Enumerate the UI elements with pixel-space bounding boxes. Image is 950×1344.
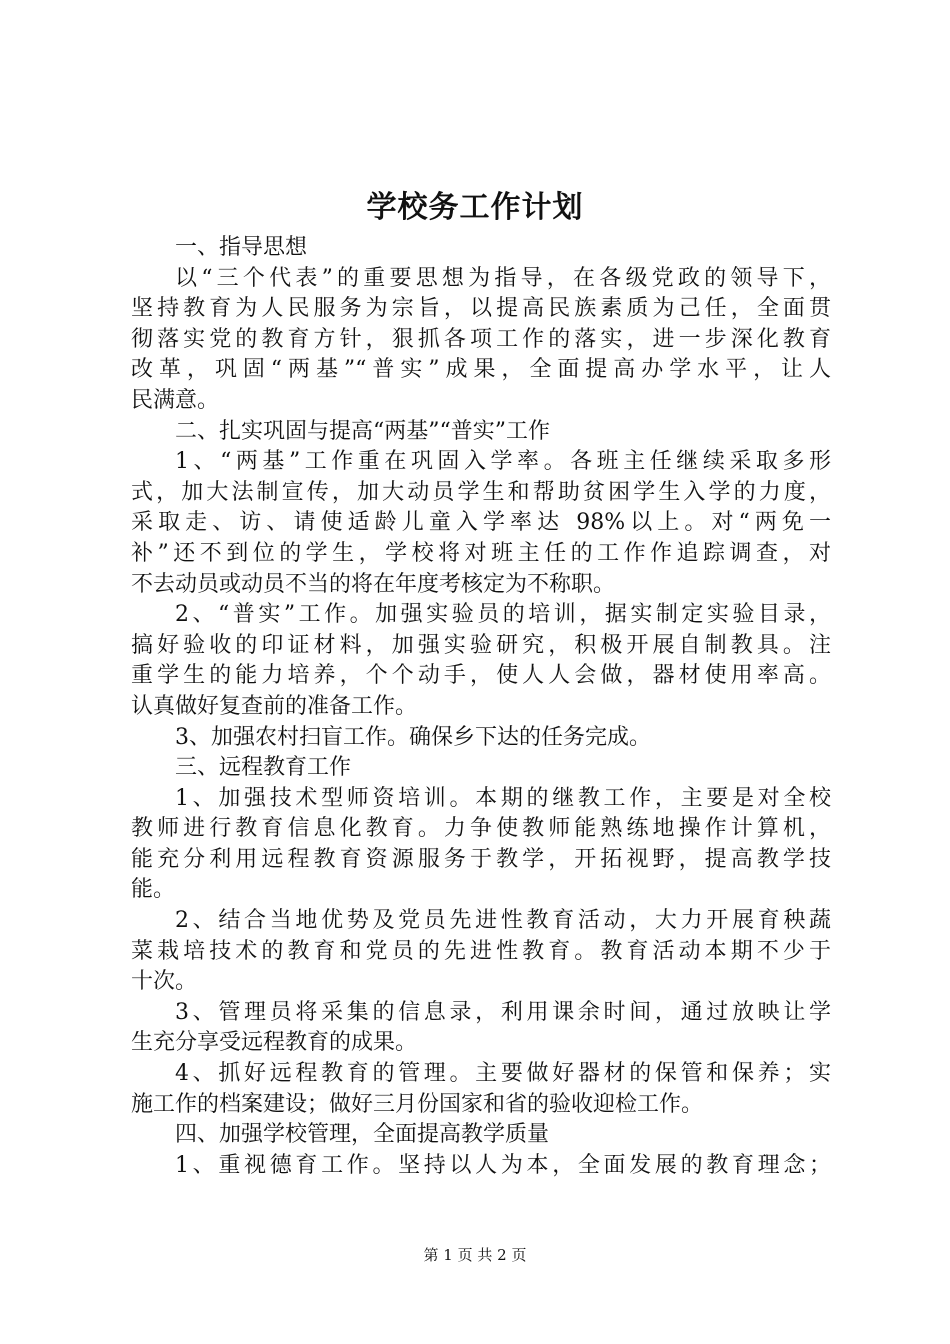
paragraph-line: 一、指导思想 [175,235,308,260]
paragraph-line: 采取走、访、请使适龄儿童入学率达 98%以上。对“两免一 [131,510,831,536]
paragraph-line: 4、抓好远程教育的管理。主要做好器材的保管和保养；实 [175,1061,831,1087]
paragraph-line: 式，加大法制宣传，加大动员学生和帮助贫困学生入学的力度， [131,479,831,505]
paragraph-line: 1、加强技术型师资培训。本期的继教工作，主要是对全校 [175,785,831,811]
paragraph-line: 菜栽培技术的教育和党员的先进性教育。教育活动本期不少于 [131,938,831,964]
paragraph-line: 3、加强农村扫盲工作。确保乡下达的任务完成。 [175,724,651,750]
paragraph-line: 施工作的档案建设；做好三月份国家和省的验收迎检工作。 [131,1091,704,1117]
paragraph-line: 坚持教育为人民服务为宗旨，以提高民族素质为己任，全面贯 [131,296,831,322]
paragraph-line: 以“三个代表”的重要思想为指导，在各级党政的领导下， [175,265,831,291]
paragraph-line: 1、“两基”工作重在巩固入学率。各班主任继续采取多形 [175,449,831,475]
paragraph-line: 能。 [131,877,176,903]
paragraph-line: 生充分享受远程教育的成果。 [131,1030,418,1056]
paragraph-line: 能充分利用远程教育资源服务于教学，开拓视野，提高教学技 [131,846,831,872]
paragraph-line: 补”还不到位的学生，学校将对班主任的工作作追踪调查，对 [131,540,831,566]
paragraph-line: 重学生的能力培养，个个动手，使人人会做，器材使用率高。 [131,663,831,689]
paragraph-line: 2、“普实”工作。加强实验员的培训，据实制定实验目录， [175,602,831,628]
paragraph-line: 2、结合当地优势及党员先进性教育活动，大力开展育秧蔬 [175,908,831,934]
paragraph-line: 彻落实党的教育方针，狠抓各项工作的落实，进一步深化教育 [131,326,831,352]
paragraph-line: 十次。 [131,969,198,995]
paragraph-line: 不去动员或动员不当的将在年度考核定为不称职。 [131,571,616,597]
document-title: 学校务工作计划 [366,190,584,225]
paragraph-line: 认真做好复查前的准备工作。 [131,693,418,719]
paragraph-line: 搞好验收的印证材料，加强实验研究，积极开展自制教具。注 [131,632,831,658]
document-body [131,233,831,1181]
paragraph-line: 改革，巩固“两基”“普实”成果，全面提高办学水平，让人 [131,357,831,383]
paragraph-line: 1、重视德育工作。坚持以人为本，全面发展的教育理念； [175,1152,831,1178]
paragraph-line: 民满意。 [131,387,220,413]
page-footer: 第 1 页 共 2 页 [423,1246,527,1264]
paragraph-line: 四、加强学校管理，全面提高教学质量 [175,1122,550,1148]
paragraph-line: 二、扎实巩固与提高“两基”“普实”工作 [175,418,550,444]
paragraph-line: 教师进行教育信息化教育。力争使教师能熟练地操作计算机， [131,816,831,842]
paragraph-line: 三、远程教育工作 [175,755,352,781]
paragraph-line: 3、管理员将采集的信息录，利用课余时间，通过放映让学 [175,999,831,1025]
